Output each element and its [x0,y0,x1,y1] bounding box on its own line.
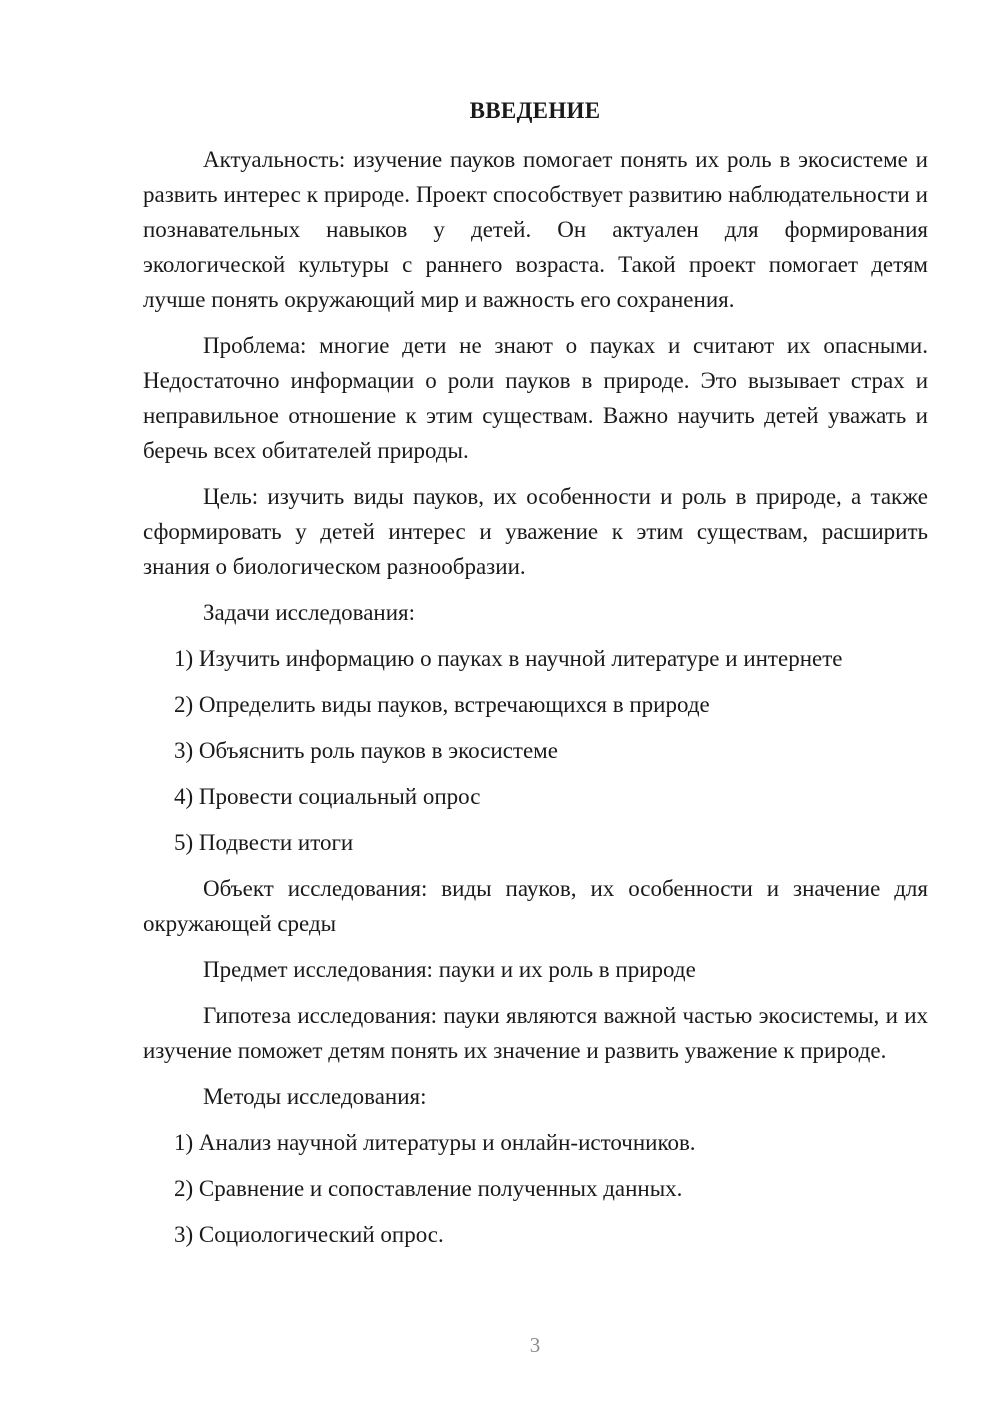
list-item: 3) Объяснить роль пауков в экосистеме [174,738,558,763]
list-item: 2) Определить виды пауков, встречающихся в природе [174,692,710,717]
paragraph-goal: Цель: изучить виды пауков, их особенности и роль в природе, а также сформировать у детей интерес и уважение к этим существам, расширить знания о биологическом разнообразии. [143,484,928,579]
methods-list [143,1125,928,1252]
page-number: 3 [529,1333,541,1357]
paragraph-relevance: Актуальность: изучение пауков помогает понять их роль в экосистеме и развить интерес к природе. Проект способствует развитию наблюдательности и познавательных навыков у детей. Он актуален для формирования экологической культуры с раннего возраста. Такой проект помогает детям лучше понять окружающий мир и важность его сохранения. [143,147,928,312]
list-item: 4) Провести социальный опрос [174,784,481,809]
list-item: 1) Анализ научной литературы и онлайн-источников. [174,1130,696,1155]
paragraph-hypothesis: Гипотеза исследования: пауки являются важной частью экосистемы, и их изучение поможет детям понять их значение и развить уважение к природе. [143,1003,928,1063]
list-item: 3) Социологический опрос. [174,1222,444,1247]
paragraph-problem: Проблема: многие дети не знают о пауках и считают их опасными. Недостаточно информации о роли пауков в природе. Это вызывает страх и неправильное отношение к этим существам. Важно научить детей уважать и беречь всех обитателей природы. [143,333,928,463]
methods-heading: Методы исследования: [203,1084,427,1109]
section-title: ВВЕДЕНИЕ [469,98,601,123]
list-item: 2) Сравнение и сопоставление полученных данных. [174,1176,683,1201]
paragraph-object: Объект исследования: виды пауков, их особенности и значение для окружающей среды [143,876,928,936]
tasks-heading: Задачи исследования: [203,600,416,625]
tasks-list [143,641,928,860]
list-item: 5) Подвести итоги [174,830,354,855]
document-body [143,142,928,1263]
paragraph-subject: Предмет исследования: пауки и их роль в природе [203,957,696,982]
list-item: 1) Изучить информацию о пауках в научной литературе и интернете [174,646,843,671]
